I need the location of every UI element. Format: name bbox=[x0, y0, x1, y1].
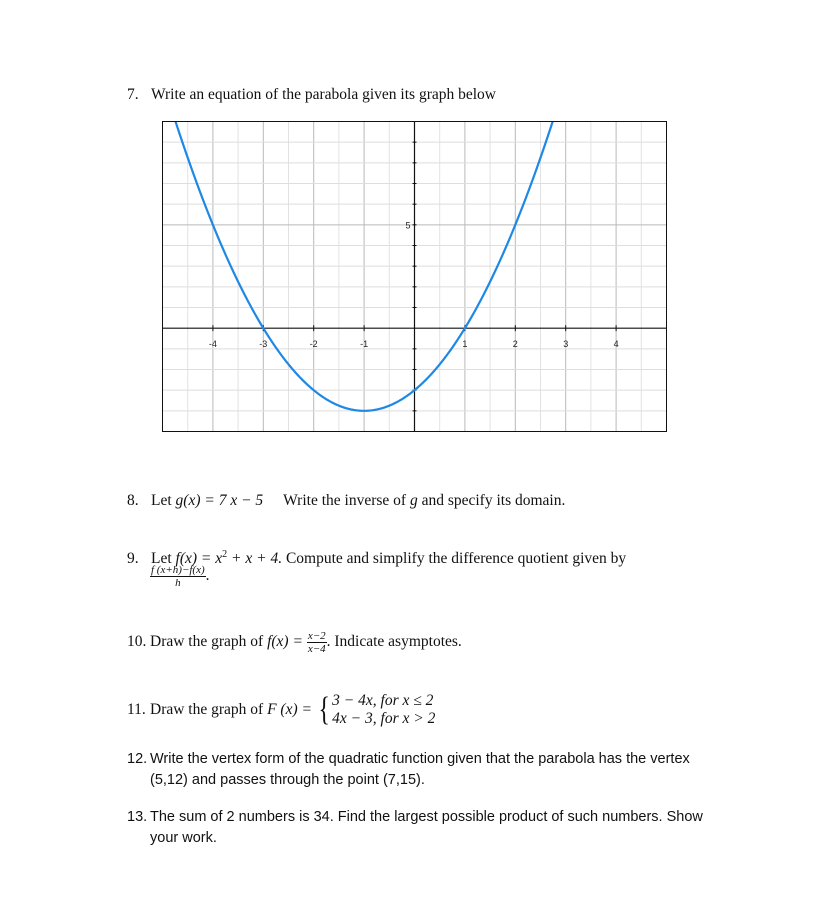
function-name: f bbox=[175, 550, 180, 568]
piecewise-case-2: 4x − 3, for x > 2 bbox=[332, 710, 436, 728]
x-tick-label: 4 bbox=[613, 339, 619, 350]
question-text: and specify its domain. bbox=[417, 492, 566, 509]
question-13-continued bbox=[150, 828, 217, 849]
question-number: 9. bbox=[127, 550, 139, 568]
question-text: Write the vertex form of the quadratic function given that the parabola has the vertex bbox=[150, 751, 690, 767]
question-number: 10. bbox=[127, 633, 147, 651]
question-text: Write an equation of the parabola given its graph below bbox=[151, 86, 496, 103]
function-name: g bbox=[175, 492, 184, 509]
y-tick-label: 5 bbox=[405, 220, 411, 231]
question-8 bbox=[127, 490, 565, 511]
fraction-numerator: f (x+h)−f(x) bbox=[151, 564, 205, 576]
question-12-continued bbox=[150, 770, 425, 791]
math-expression: (x) = bbox=[276, 701, 316, 718]
x-tick-label: 2 bbox=[512, 339, 518, 350]
question-7 bbox=[127, 84, 496, 105]
question-number: 11. bbox=[127, 701, 146, 718]
fraction-numerator: x−2 bbox=[307, 630, 326, 642]
difference-quotient bbox=[150, 564, 210, 589]
piecewise-cases bbox=[332, 692, 435, 728]
question-text: Draw the graph of bbox=[150, 701, 268, 718]
math-expression: (x) = bbox=[271, 633, 307, 651]
question-text: your work. bbox=[150, 830, 217, 846]
punctuation: . bbox=[205, 567, 210, 585]
question-number: 7. bbox=[127, 86, 139, 103]
x-tick-label: -2 bbox=[309, 339, 318, 350]
question-12 bbox=[127, 749, 690, 770]
question-text: Let bbox=[151, 492, 176, 509]
x-tick-label: -1 bbox=[360, 339, 369, 350]
fraction-denominator: x−4 bbox=[307, 643, 326, 655]
parabola-graph bbox=[162, 121, 667, 433]
x-tick-label: 3 bbox=[563, 339, 569, 350]
question-number: 12. bbox=[127, 751, 148, 767]
question-number: 13. bbox=[127, 809, 148, 825]
question-text: The sum of 2 numbers is 34. Find the largest possible product of such numbers. Show bbox=[150, 809, 703, 825]
question-number: 8. bbox=[127, 492, 139, 509]
math-variable: g bbox=[409, 492, 418, 509]
math-exponent: 2 bbox=[222, 549, 228, 560]
question-10 bbox=[127, 630, 462, 655]
question-11 bbox=[127, 692, 435, 728]
question-text: Compute and simplify the difference quotient given by bbox=[282, 550, 627, 568]
math-expression: (x) = x bbox=[179, 550, 223, 568]
math-expression: + x + 4. bbox=[227, 550, 283, 568]
question-text: (5,12) and passes through the point (7,15). bbox=[150, 772, 425, 788]
question-text: . Indicate asymptotes. bbox=[326, 633, 462, 651]
fraction bbox=[150, 564, 206, 589]
math-expression: (x) = 7 x − 5 bbox=[183, 492, 264, 509]
question-13 bbox=[127, 807, 703, 828]
question-text: Let bbox=[151, 550, 176, 568]
left-brace: { bbox=[318, 691, 330, 729]
x-tick-label: -4 bbox=[208, 339, 217, 350]
x-tick-label: 1 bbox=[462, 339, 468, 350]
fraction bbox=[307, 630, 327, 655]
piecewise-case-1: 3 − 4x, for x ≤ 2 bbox=[332, 692, 434, 710]
fraction-denominator: h bbox=[175, 577, 181, 589]
function-name: F bbox=[267, 701, 277, 718]
x-tick-label: -3 bbox=[259, 339, 268, 350]
function-name: f bbox=[267, 633, 272, 651]
question-text: Draw the graph of bbox=[150, 633, 268, 651]
question-text: Write the inverse of bbox=[283, 492, 410, 509]
